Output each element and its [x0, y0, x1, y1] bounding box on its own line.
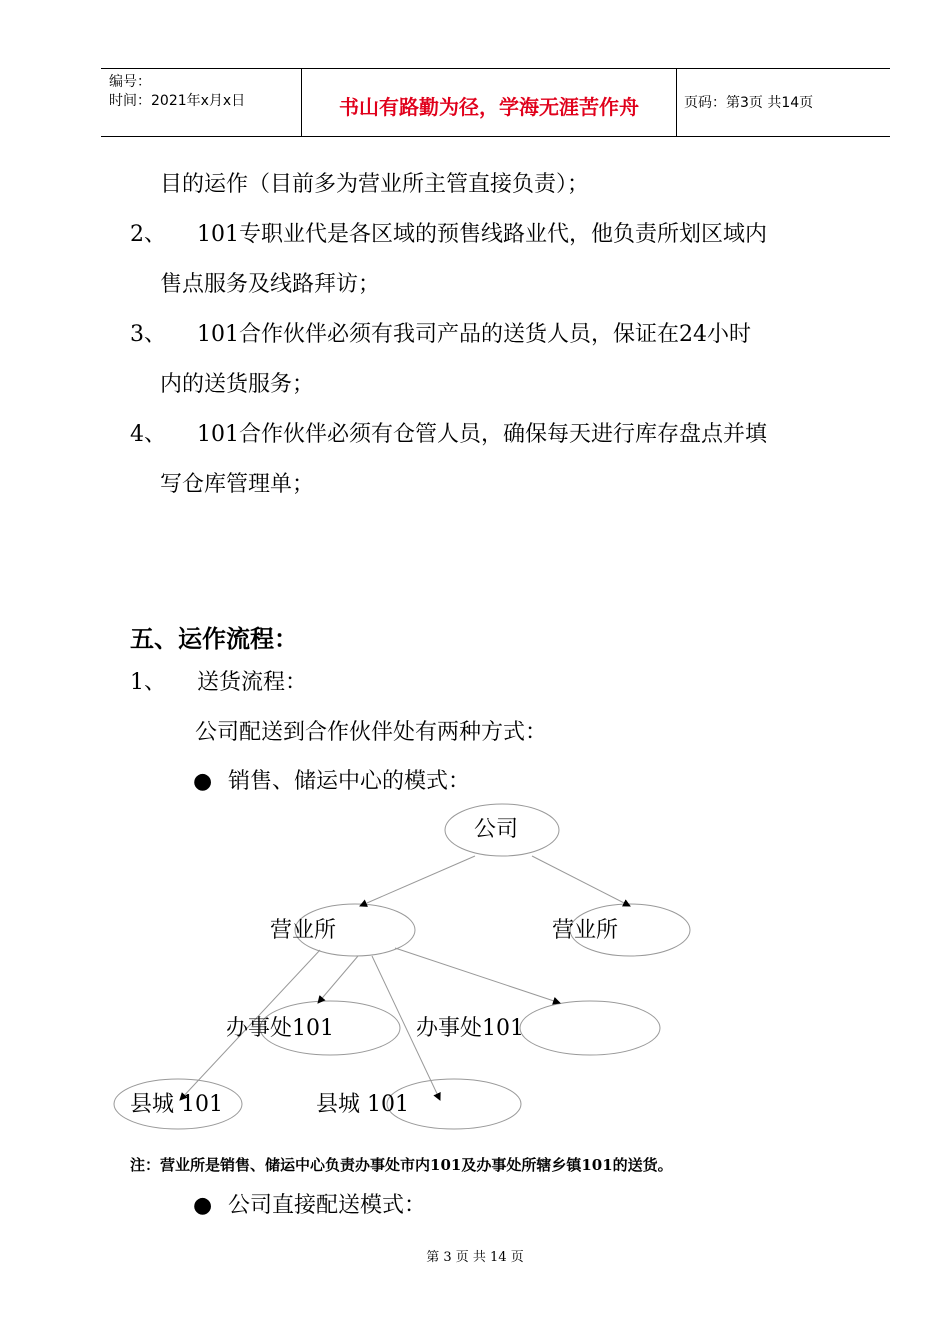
- item-text: 101合作伙伴必须有仓管人员，确保每天进行库存盘点并填: [197, 422, 767, 447]
- arrow-company-office-left: [360, 856, 475, 906]
- branch2-ellipse: [520, 1001, 660, 1055]
- county2-label: 县城 101: [316, 1092, 409, 1117]
- office-left-label: 营业所: [270, 918, 337, 943]
- page-info: 页码：第3页 共14页: [684, 95, 814, 111]
- arrow-office-branch2: [395, 948, 560, 1003]
- item-text: 101合作伙伴必须有我司产品的送货人员，保证在24小时: [197, 322, 751, 347]
- item-text-cont: 内的送货服务；: [160, 372, 315, 397]
- bullet-icon: ●: [193, 1193, 213, 1218]
- item-text: 101专职业代是各区域的预售线路业代，他负责所划区域内: [197, 222, 767, 247]
- office-right-label: 营业所: [552, 918, 619, 943]
- note-text: 注：营业所是销售、储运中心负责办事处市内101及办事处所辖乡镇101的送货。: [130, 1156, 673, 1174]
- sub-text: 公司配送到合作伙伴处有两种方式：: [195, 720, 548, 745]
- continuation-line: 目的运作（目前多为营业所主管直接负责）；: [160, 172, 590, 197]
- company-label: 公司: [474, 817, 519, 842]
- item-number: 3、: [130, 322, 166, 347]
- time-label: 时间：2021年x月x日: [109, 93, 246, 109]
- bullet-text: 销售、储运中心的模式：: [228, 769, 471, 794]
- sub-number: 1、: [130, 670, 166, 695]
- sub-title: 送货流程：: [197, 670, 308, 695]
- item-text-cont: 售点服务及线路拜访；: [160, 272, 381, 297]
- section-title: 五、运作流程：: [130, 625, 298, 653]
- item-text-cont: 写仓库管理单；: [160, 472, 315, 497]
- code-label: 编号：: [109, 74, 151, 90]
- branch2-label: 办事处101: [416, 1016, 524, 1041]
- bullet-icon: ●: [193, 769, 213, 794]
- item-number: 2、: [130, 222, 166, 247]
- page-footer: 第 3 页 共 14 页: [426, 1250, 524, 1265]
- branch1-label: 办事处101: [226, 1016, 334, 1041]
- bullet-text: 公司直接配送模式：: [228, 1193, 427, 1218]
- item-number: 4、: [130, 422, 166, 447]
- arrow-office-branch1: [318, 956, 358, 1003]
- arrow-company-office-right: [532, 856, 630, 906]
- motto: 书山有路勤为径，学海无涯苦作舟: [339, 95, 639, 119]
- county1-label: 县城 101: [130, 1092, 223, 1117]
